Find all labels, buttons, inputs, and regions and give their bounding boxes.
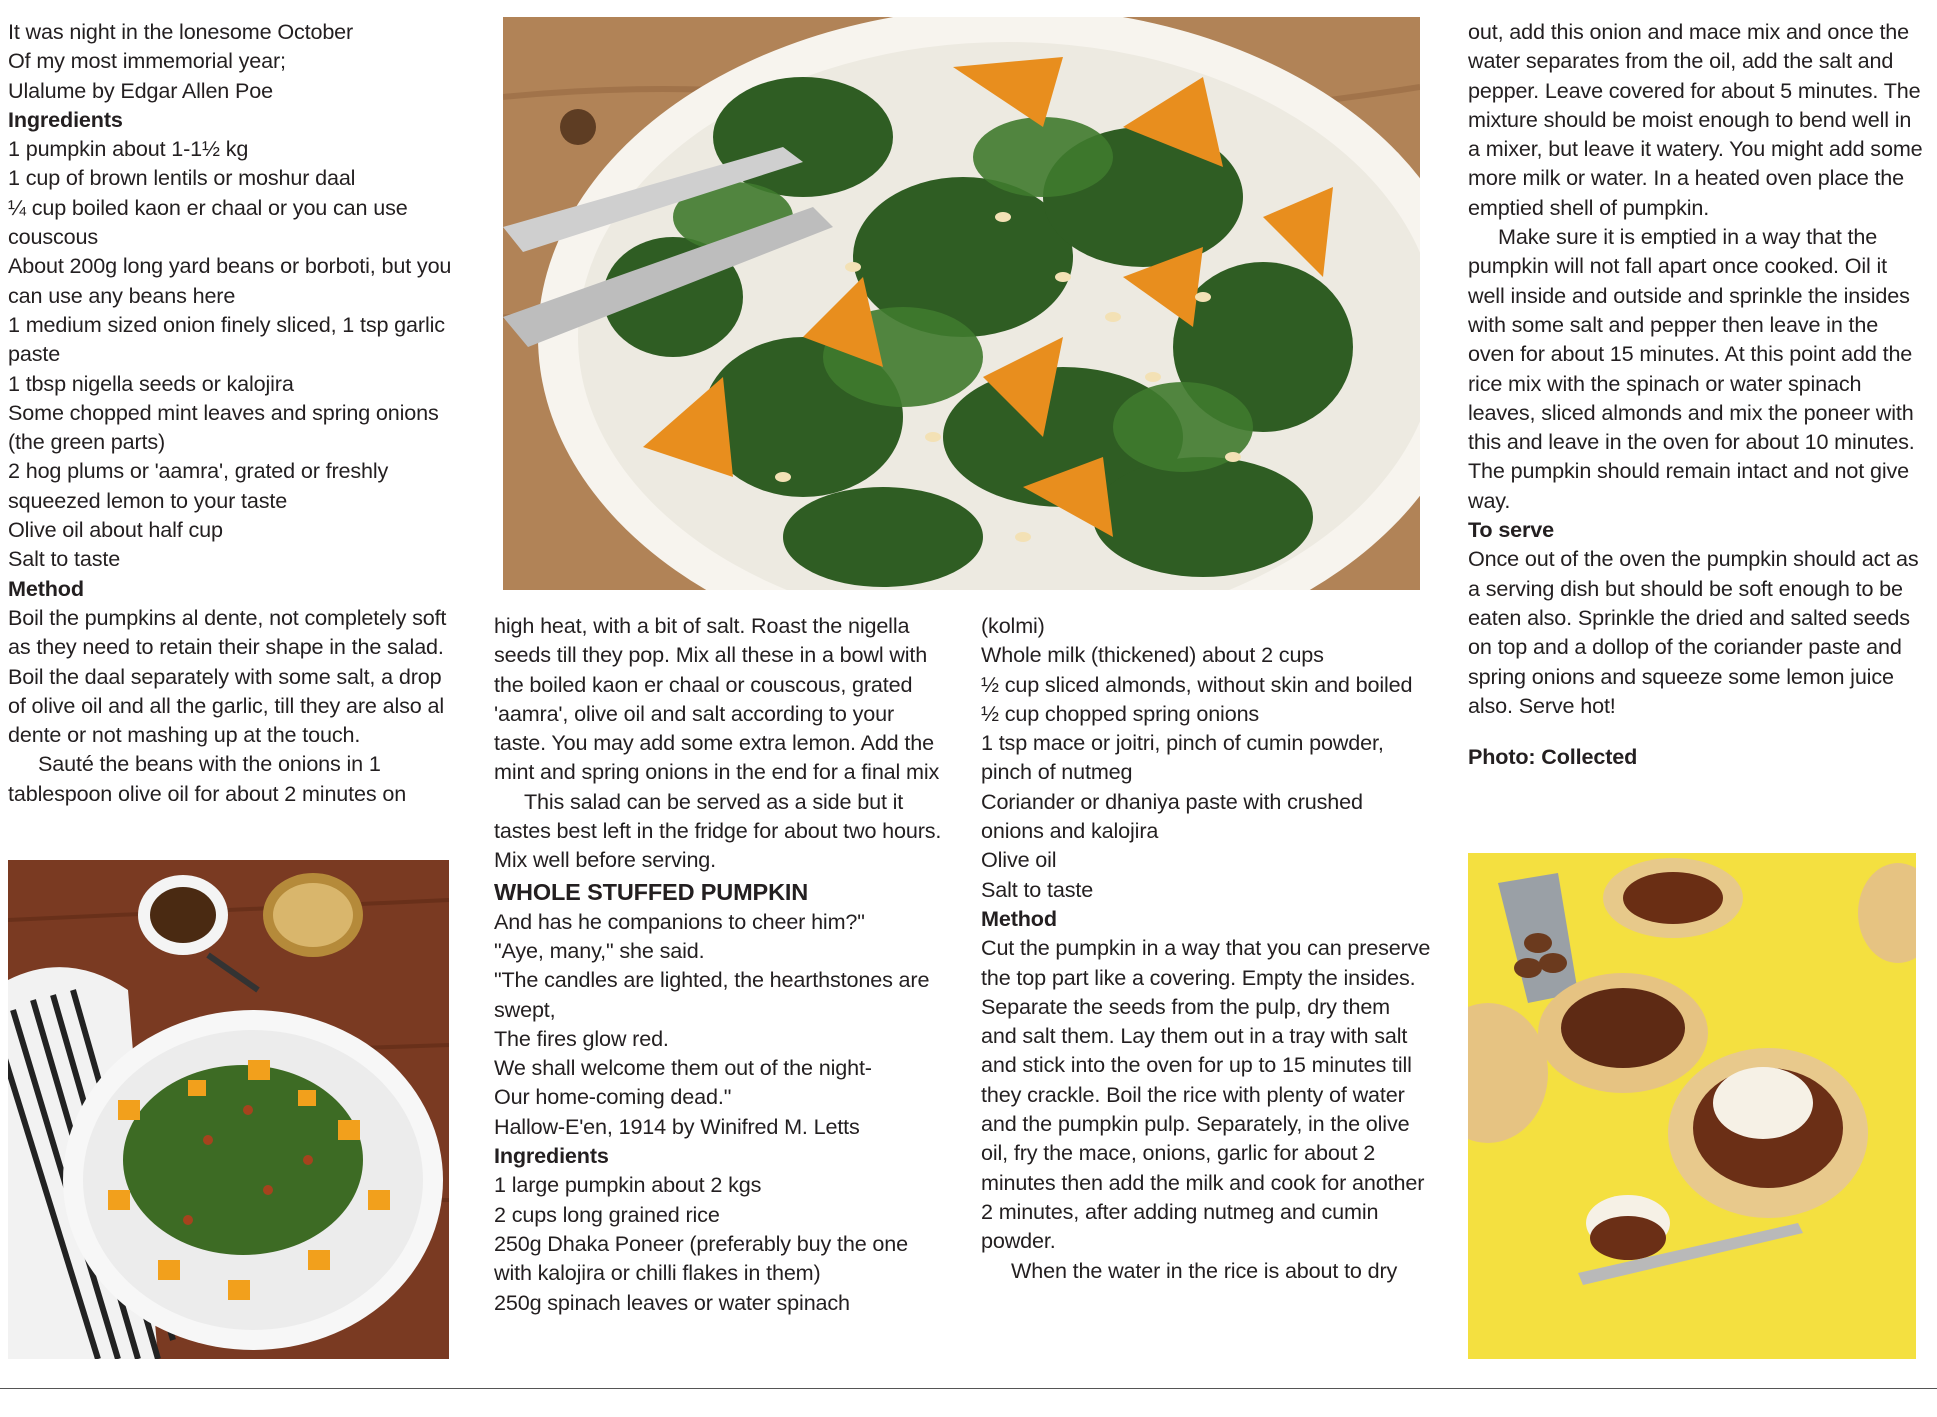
ingredient-item: Coriander or dhaniya paste with crushed onions and kalojira: [981, 788, 1363, 844]
method-paragraph: Boil the pumpkins al dente, not completely soft as they need to retain their shape in the salad. Boil the daal separately with some salt, a drop of olive oil and all the garlic, till they are also al dente or not mashing up at the touch.: [8, 604, 447, 748]
ingredients-heading: Ingredients: [494, 1143, 609, 1169]
ingredient-item: 2 cups long grained rice: [494, 1201, 720, 1227]
ingredient-item: ½ cup sliced almonds, without skin and boiled: [981, 671, 1413, 697]
ingredient-item: Olive oil about half cup: [8, 517, 223, 543]
ingredient-item: 1 pumpkin about 1-1½ kg: [8, 136, 249, 162]
ingredient-item: (kolmi): [981, 613, 1045, 638]
poem-line: It was night in the lonesome October: [8, 19, 354, 44]
poem-line: "Aye, many," she said.: [494, 937, 705, 963]
ingredient-item: 1 tsp mace or joitri, pinch of cumin powder, pinch of nutmeg: [981, 730, 1384, 785]
method-paragraph: high heat, with a bit of salt. Roast the nigella seeds till they pop. Mix all these in a bowl with the boiled kaon er chaal or couscous, grated 'aamra', olive oil and salt according to your taste. You may add some extra lemon. Add the mint and spring onions in the end for a final mix: [494, 613, 940, 785]
ingredient-item: Olive oil: [981, 847, 1057, 873]
stuffed-pumpkin-continued-column: [1468, 17, 1923, 771]
poem-line: The fires glow red.: [494, 1025, 669, 1051]
method-heading: Method: [8, 575, 84, 601]
ingredient-item: ½ cup chopped spring onions: [981, 700, 1260, 726]
ingredient-item: Some chopped mint leaves and spring onions (the green parts): [8, 399, 439, 455]
serve-paragraph: Once out of the oven the pumpkin should act as a serving dish but should be soft enough to be eaten also. Sprinkle the dried and salted seeds on top and a dollop of the coriander paste and spring onions and squeeze some lemon juice also. Serve hot!: [1468, 546, 1919, 718]
mini-pumpkin-pies-photo: [1468, 853, 1916, 1359]
ingredient-item: Salt to taste: [8, 546, 121, 572]
poem-line: "The candles are lighted, the hearthstones are swept,: [494, 967, 930, 1022]
method-paragraph: Cut the pumpkin in a way that you can preserve the top part like a covering. Empty the insides. Separate the seeds from the pulp, dry them and salt them. Lay them out in a tray with salt and stick into the oven for up to 15 minutes till they crackle. Boil the rice with plenty of water and the pumpkin pulp. Separately, in the olive oil, fry the mace, onions, garlic for about 2 minutes then add the milk and cook for another 2 minutes, after adding nutmeg and cumin powder.: [981, 935, 1431, 1254]
ingredient-item: 1 tbsp nigella seeds or kalojira: [8, 370, 294, 396]
method-heading: Method: [981, 905, 1057, 931]
poem-line: Of my most immemorial year;: [8, 48, 286, 74]
photo-credit: Photo: Collected: [1468, 744, 1638, 770]
method-paragraph: When the water in the rice is about to dry: [1011, 1257, 1398, 1283]
recipe-title: WHOLE STUFFED PUMPKIN: [494, 878, 809, 905]
poem-line: Our home-coming dead.": [494, 1084, 732, 1110]
ingredient-item: About 200g long yard beans or borboti, but you can use any beans here: [8, 253, 452, 308]
ingredient-item: 250g Dhaka Poneer (preferably buy the one with kalojira or chilli flakes in them): [494, 1230, 909, 1286]
poem-line: And has he companions to cheer him?": [494, 908, 865, 934]
ingredient-item: 1 medium sized onion finely sliced, 1 tsp garlic paste: [8, 311, 445, 367]
ingredient-item: 250g spinach leaves or water spinach: [494, 1289, 850, 1315]
spinach-pumpkin-salad-photo: [503, 17, 1420, 590]
method-paragraph: Make sure it is emptied in a way that the pumpkin will not fall apart once cooked. Oil it well inside and outside and sprinkle the insides with some salt and pepper then leave in the oven for about 15 minutes. At this point add the rice mix with the spinach or water spinach leaves, sliced almonds and mix the poneer with this and leave in the oven for about 10 minutes. The pumpkin should remain intact and not give way.: [1468, 224, 1915, 513]
stuffed-pumpkin-column: [981, 611, 1431, 1285]
ingredient-item: 1 large pumpkin about 2 kgs: [494, 1172, 762, 1198]
ingredients-heading: Ingredients: [8, 106, 123, 132]
poem-attribution: Ulalume by Edgar Allen Poe: [8, 77, 273, 103]
serve-heading: To serve: [1468, 517, 1555, 543]
poem-line: We shall welcome them out of the night-: [494, 1055, 872, 1081]
ingredient-item: Whole milk (thickened) about 2 cups: [981, 642, 1324, 668]
method-paragraph: Sauté the beans with the onions in 1 tablespoon olive oil for about 2 minutes on: [8, 751, 407, 806]
ingredient-item: 1 cup of brown lentils or moshur daal: [8, 165, 356, 191]
serving-paragraph: This salad can be served as a side but it tastes best left in the fridge for about two hours. Mix well before serving.: [494, 788, 942, 873]
pumpkin-rocket-salad-photo: [8, 860, 449, 1359]
ingredient-item: ¼ cup boiled kaon er chaal or you can use couscous: [8, 194, 408, 250]
ingredient-item: 2 hog plums or 'aamra', grated or freshly squeezed lemon to your taste: [8, 458, 389, 513]
page-divider: [0, 1388, 1937, 1389]
method-paragraph: out, add this onion and mace mix and once the water separates from the oil, add the salt and pepper. Leave covered for about 5 minutes. The mixture should be moist enough to bend well in a mixer, but leave it watery. You might add some more milk or water. In a heated oven place the emptied shell of pumpkin.: [1468, 19, 1923, 220]
ingredient-item: Salt to taste: [981, 876, 1094, 902]
salad-continued-column: [494, 611, 944, 1317]
poem-attribution: Hallow-E'en, 1914 by Winifred M. Letts: [494, 1113, 860, 1139]
salad-recipe-column: [8, 17, 458, 808]
